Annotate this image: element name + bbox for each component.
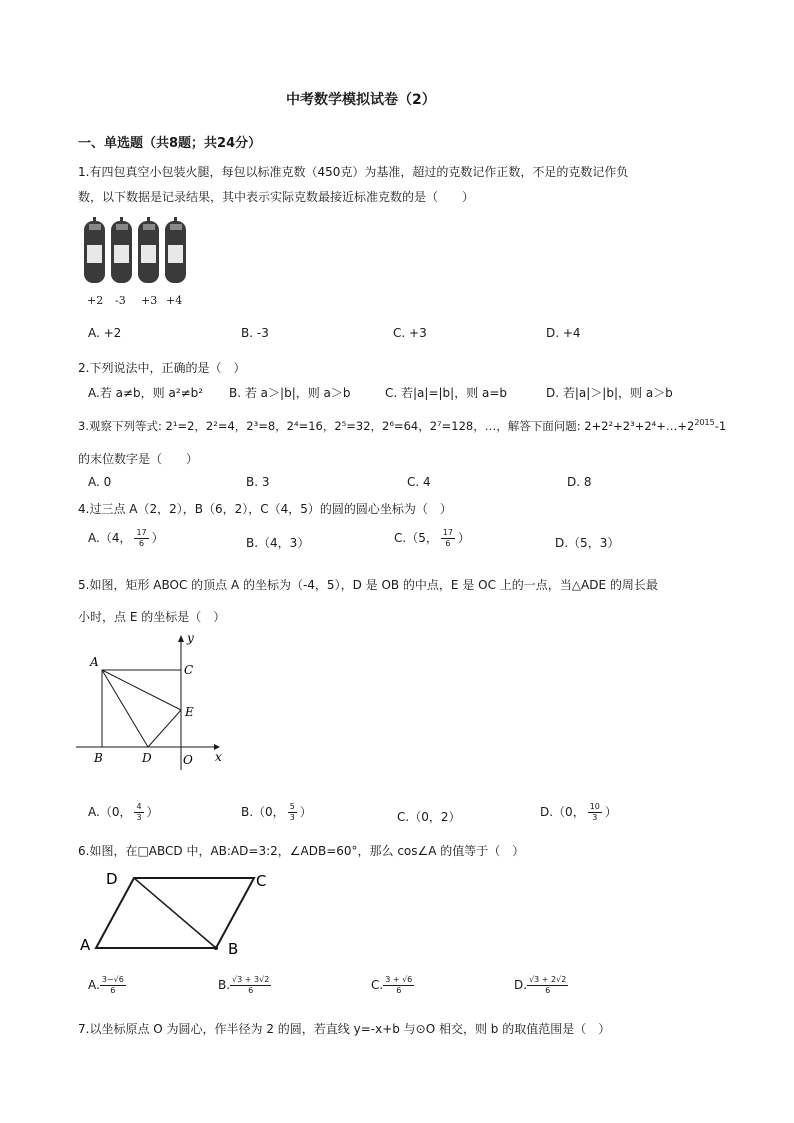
section-heading: 一、单选题（共8题；共24分） xyxy=(78,136,262,151)
label-d: D xyxy=(142,751,152,765)
option-d[interactable]: D. +4 xyxy=(546,326,581,340)
fraction xyxy=(100,975,126,996)
option-a[interactable]: A. 0 xyxy=(88,475,112,489)
opt-text: D. xyxy=(514,978,528,992)
q3-exponent: 2015 xyxy=(694,418,715,428)
question-7-stem: 7.以坐标原点 O 为圆心，作半径为 2 的圆，若直线 y=-x+b 与⊙O 相交，则 b 的取值范围是（ ） xyxy=(78,1022,611,1036)
sausage-package xyxy=(138,217,159,283)
option-c[interactable]: C.（0，2） xyxy=(397,810,461,824)
option-b[interactable] xyxy=(241,802,312,823)
label-a: A xyxy=(80,936,91,954)
sausage-package xyxy=(84,217,105,283)
option-c[interactable]: C. +3 xyxy=(393,326,427,340)
question-6-stem: 6.如图，在□ABCD 中，AB:AD=3:2，∠ADB=60°，那么 cos∠A 的值等于（ ） xyxy=(78,844,525,858)
fraction xyxy=(527,975,568,996)
point-b xyxy=(214,946,218,950)
option-b[interactable]: B. -3 xyxy=(241,326,269,340)
question-1-line-2: 数，以下数据是记录结果，其中表示实际克数最接近标准克数的是（ ） xyxy=(78,190,475,204)
option-d[interactable] xyxy=(514,975,571,996)
denominator: 6 xyxy=(110,986,116,995)
numerator: 10 xyxy=(589,802,600,811)
q3-text-c: -1 xyxy=(714,419,727,433)
label-c: C xyxy=(184,663,194,677)
numerator: √3 + 2√2 xyxy=(529,975,567,984)
option-c[interactable]: C. 若|a|=|b|，则 a=b xyxy=(385,386,508,400)
option-b[interactable]: B. 若 a＞|b|，则 a＞b xyxy=(229,386,351,400)
denominator: 6 xyxy=(545,986,551,995)
option-d[interactable]: D. 若|a|＞|b|，则 a＞b xyxy=(546,386,673,400)
sausage-label-3: +3 xyxy=(141,294,158,307)
option-b[interactable]: B. 3 xyxy=(246,475,270,489)
opt-text: ） xyxy=(146,805,159,819)
denominator: 3 xyxy=(289,813,295,822)
option-a[interactable]: A.若 a≠b，则 a²≠b² xyxy=(88,386,204,400)
sausage-label-4: +4 xyxy=(166,294,183,307)
opt-text: A.（0， xyxy=(88,805,132,819)
opt-text: A. xyxy=(88,978,100,992)
label-b: B xyxy=(94,751,103,765)
fraction xyxy=(288,802,297,823)
y-axis-arrow xyxy=(178,635,184,642)
option-d[interactable]: D.（5，3） xyxy=(555,536,620,550)
fraction xyxy=(230,975,271,996)
numerator: 3−√6 xyxy=(101,975,124,984)
label-e: E xyxy=(185,705,194,719)
numerator: 3 + √6 xyxy=(385,975,413,984)
label-c: C xyxy=(256,872,267,890)
option-a[interactable] xyxy=(88,802,159,823)
option-b[interactable]: B.（4，3） xyxy=(246,536,310,550)
question-3-line-2: 的末位数字是（ ） xyxy=(78,452,199,466)
label-d: D xyxy=(106,870,118,888)
opt-text: C. xyxy=(371,978,384,992)
opt-text: B. xyxy=(218,978,231,992)
numerator: 4 xyxy=(136,802,142,811)
q3-text-b: ¹=2，2²=4，2³=8，2⁴=16，2⁵=32，2⁶=64，2⁷=128，…，解答下面问题: 2+2²+2³+2⁴+…+2 xyxy=(172,419,695,433)
numerator: 5 xyxy=(289,802,295,811)
opt-text: ） xyxy=(604,805,617,819)
denominator: 3 xyxy=(136,813,142,822)
denominator: 6 xyxy=(139,539,145,548)
question-4-stem: 4.过三点 A（2，2），B（6，2），C（4，5）的圆的圆心坐标为（ ） xyxy=(78,502,452,516)
question-5-line-2: 小时，点 E 的坐标是（ ） xyxy=(78,610,226,624)
option-d[interactable]: D. 8 xyxy=(567,475,592,489)
option-c[interactable] xyxy=(371,975,417,996)
denominator: 6 xyxy=(396,986,402,995)
denominator: 3 xyxy=(592,813,598,822)
opt-text: A.（4， xyxy=(88,531,132,545)
denominator: 6 xyxy=(445,539,451,548)
opt-text: ） xyxy=(458,531,471,545)
label-x: x xyxy=(215,750,222,764)
q3-text-a: 3.观察下列等式: 2 xyxy=(78,419,173,433)
numerator: 17 xyxy=(136,528,147,537)
fraction xyxy=(588,802,602,823)
segment-de xyxy=(148,710,181,747)
option-d[interactable] xyxy=(540,802,617,823)
option-a[interactable] xyxy=(88,528,164,549)
option-c[interactable]: C. 4 xyxy=(407,475,431,489)
label-y: y xyxy=(187,632,194,645)
opt-text: C.（5， xyxy=(394,531,438,545)
label-a: A xyxy=(90,655,99,669)
numerator: √3 + 3√2 xyxy=(232,975,270,984)
question-5-line-1: 5.如图，矩形 ABOC 的顶点 A 的坐标为（-4，5），D 是 OB 的中点，E 是 OC 上的一点，当△ADE 的周长最 xyxy=(78,578,658,592)
question-3-line-1 xyxy=(78,418,726,434)
diagonal-db xyxy=(134,878,216,948)
parallelogram-abcd-figure xyxy=(76,866,276,960)
question-1-line-1: 1.有四包真空小包装火腿，每包以标准克数（450克）为基准，超过的克数记作正数，不足的克数记作负 xyxy=(78,165,629,179)
sausage-package xyxy=(111,217,132,283)
fraction xyxy=(134,528,148,549)
label-o: O xyxy=(183,753,193,767)
denominator: 6 xyxy=(248,986,254,995)
opt-text: ） xyxy=(151,531,164,545)
fraction xyxy=(134,802,143,823)
option-a[interactable] xyxy=(88,975,129,996)
sausage-label-2: -3 xyxy=(115,294,126,307)
page-title: 中考数学模拟试卷（2） xyxy=(286,92,436,108)
fraction xyxy=(441,528,455,549)
sausage-packages-image xyxy=(82,215,194,287)
opt-text: ） xyxy=(299,805,312,819)
opt-text: B.（0， xyxy=(241,805,285,819)
numerator: 17 xyxy=(442,528,454,537)
option-a[interactable]: A. +2 xyxy=(88,326,122,340)
rectangle-abo-c-figure xyxy=(72,632,232,772)
question-2-stem: 2.下列说法中，正确的是（ ） xyxy=(78,361,246,375)
label-b: B xyxy=(228,940,239,958)
sausage-label-1: +2 xyxy=(87,294,104,307)
option-b[interactable] xyxy=(218,975,274,996)
opt-text: D.（0， xyxy=(540,805,585,819)
sausage-package xyxy=(165,217,186,283)
option-c[interactable] xyxy=(394,528,470,549)
fraction xyxy=(383,975,414,996)
